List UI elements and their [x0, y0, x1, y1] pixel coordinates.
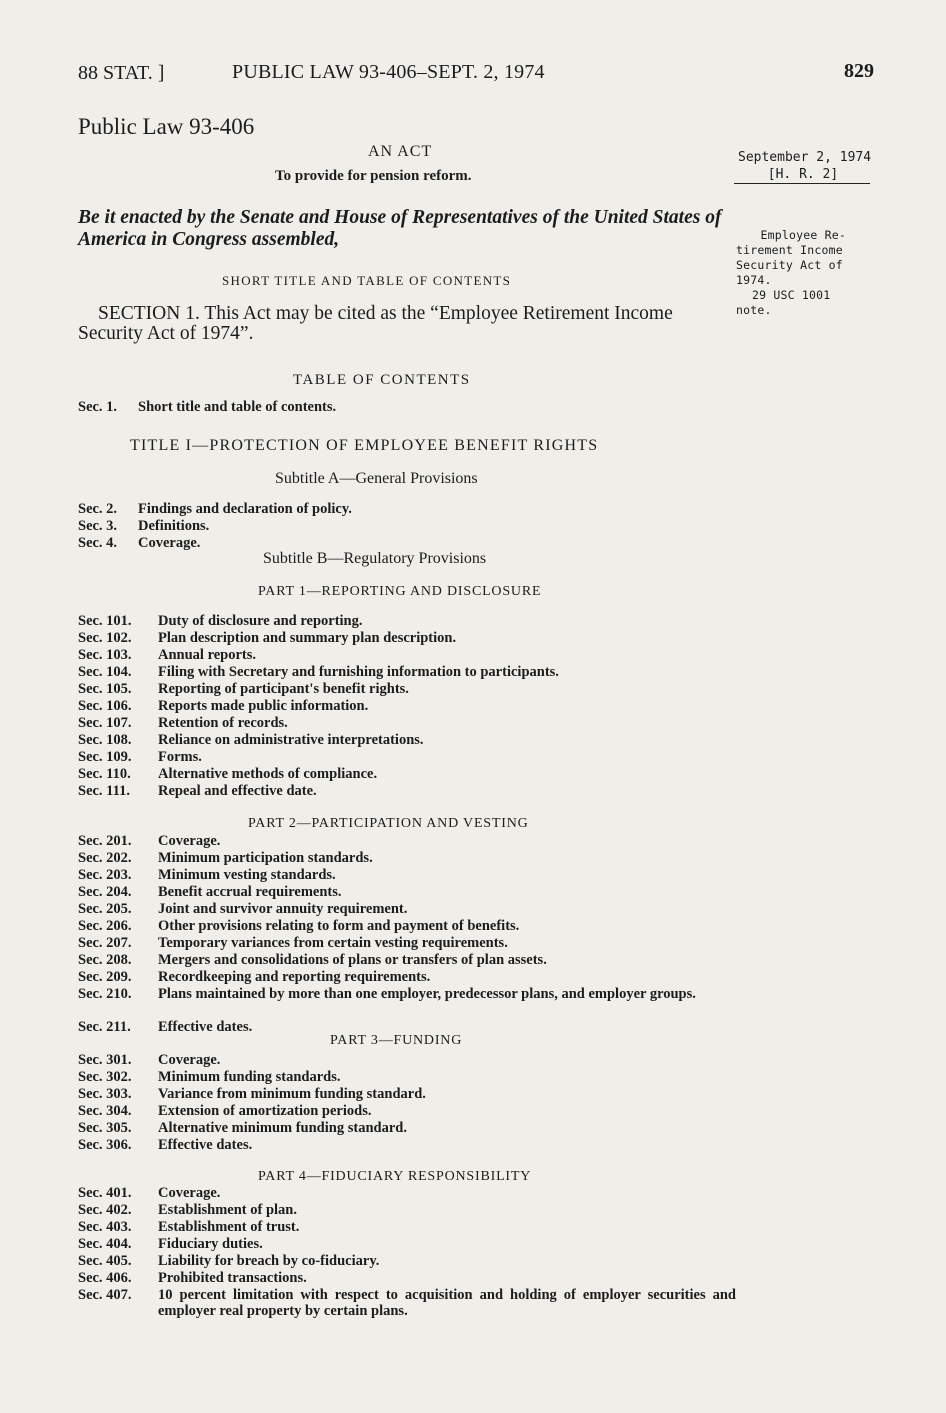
part-1-heading: PART 1—REPORTING AND DISCLOSURE [258, 584, 542, 599]
sidebar-note-line: 1974. [736, 273, 772, 287]
toc-entry-text: Reporting of participant's benefit rights. [158, 681, 409, 697]
stat-reference: 88 STAT. ] [78, 62, 165, 84]
toc-entry-text: Retention of records. [158, 715, 288, 731]
toc-entry-number: Sec. 406. [78, 1270, 132, 1286]
toc-entry-number: Sec. 204. [78, 884, 132, 900]
toc-entry-number: Sec. 2. [78, 501, 118, 517]
sidebar-date-block [738, 149, 872, 183]
toc-entry-text: Establishment of plan. [158, 1202, 297, 1218]
toc-entry-text: Coverage. [158, 833, 221, 849]
sidebar-note-line: Employee Re- [760, 228, 846, 242]
toc-entry [78, 1103, 738, 1119]
toc-entry [78, 833, 738, 849]
sidebar-note-line: Security Act of [736, 258, 843, 272]
toc-entry-text: Coverage. [138, 535, 201, 551]
toc-entry-number: Sec. 301. [78, 1052, 132, 1068]
toc-entry [78, 681, 738, 697]
toc-entry-text: Fiduciary duties. [158, 1236, 263, 1252]
toc-entry [78, 1219, 738, 1235]
toc-entry-text: Mergers and consolidations of plans or transfers of plan assets. [158, 952, 547, 968]
toc-entry-text: Plan description and summary plan description. [158, 630, 457, 646]
toc-entry-number: Sec. 402. [78, 1202, 132, 1218]
toc-entry [78, 647, 738, 663]
toc-entry-number: Sec. 404. [78, 1236, 132, 1252]
toc-entry-text: Forms. [158, 749, 202, 765]
toc-entry-text: Effective dates. [158, 1137, 253, 1153]
toc-entry-number: Sec. 206. [78, 918, 132, 934]
toc-entry [78, 986, 738, 1002]
toc-entry [78, 664, 738, 680]
toc-entry-text: Reliance on administrative interpretations. [158, 732, 424, 748]
toc-entry [78, 1120, 738, 1136]
sidebar-note [736, 228, 856, 318]
toc-entry-text: Benefit accrual requirements. [158, 884, 342, 900]
toc-entry [78, 783, 738, 799]
toc-entry [78, 749, 738, 765]
toc-entry-text: Minimum funding standards. [158, 1069, 341, 1085]
toc-entry [78, 1137, 738, 1153]
toc-entry-text: Definitions. [138, 518, 210, 534]
toc-entry-text: Findings and declaration of policy. [138, 501, 352, 517]
an-act-heading: AN ACT [368, 143, 433, 160]
toc-entry [78, 952, 738, 968]
toc-entry [78, 732, 738, 748]
toc-entry-number: Sec. 207. [78, 935, 132, 951]
toc-entry [78, 1052, 738, 1068]
toc-entry-number: Sec. 211. [78, 1019, 131, 1035]
toc-entry-number: Sec. 306. [78, 1137, 132, 1153]
toc-entry [78, 867, 738, 883]
section-1-text: SECTION 1. This Act may be cited as the “Employee Retirement Income Security Act of 1974”. [78, 303, 673, 344]
toc-entry-text: Reports made public information. [158, 698, 369, 714]
subtitle-b-heading: Subtitle B—Regulatory Provisions [263, 550, 487, 567]
toc-entry-number: Sec. 110. [78, 766, 131, 782]
toc-entry-number: Sec. 107. [78, 715, 132, 731]
toc-entry-text: Liability for breach by co-fiduciary. [158, 1253, 380, 1269]
sidebar-date: September 2, 1974 [738, 150, 872, 165]
toc-entry [78, 1202, 738, 1218]
toc-entry-number: Sec. 303. [78, 1086, 132, 1102]
toc-entry-number: Sec. 3. [78, 518, 118, 534]
toc-entry-text: 10 percent limitation with respect to acquisition and holding of employer securities and employer real property by certain plans. [158, 1287, 736, 1319]
toc-entry [78, 715, 738, 731]
toc-entry-number: Sec. 108. [78, 732, 132, 748]
toc-entry [78, 1236, 738, 1252]
toc-entry [78, 901, 738, 917]
toc-entry-number: Sec. 4. [78, 535, 118, 551]
toc-entry-number: Sec. 304. [78, 1103, 132, 1119]
toc-entry-text: Minimum participation standards. [158, 850, 373, 866]
public-law-label: Public Law 93-406 [78, 114, 255, 139]
toc-entry-text: Variance from minimum funding standard. [158, 1086, 426, 1102]
toc-entry-number: Sec. 209. [78, 969, 132, 985]
toc-entry-number: Sec. 202. [78, 850, 132, 866]
toc-entry-text: Minimum vesting standards. [158, 867, 336, 883]
toc-entry-text: Extension of amortization periods. [158, 1103, 372, 1119]
toc-entry [78, 1253, 738, 1269]
toc-entry [78, 518, 738, 534]
toc-entry [78, 501, 738, 517]
toc-entry-number: Sec. 106. [78, 698, 132, 714]
toc-entry-number: Sec. 302. [78, 1069, 132, 1085]
toc-entry-number: Sec. 203. [78, 867, 132, 883]
toc-entry [78, 969, 738, 985]
toc-entry-number: Sec. 111. [78, 783, 130, 799]
toc-heading: TABLE OF CONTENTS [293, 372, 471, 388]
toc-entry-text: Alternative minimum funding standard. [158, 1120, 407, 1136]
toc-entry-number: Sec. 305. [78, 1120, 132, 1136]
toc-entry-number: Sec. 210. [78, 986, 132, 1002]
toc-entry [78, 850, 738, 866]
subtitle-a-heading: Subtitle A—General Provisions [275, 470, 478, 487]
toc-entry-text: Filing with Secretary and furnishing information to participants. [158, 664, 559, 680]
toc-entry-number: Sec. 401. [78, 1185, 132, 1201]
toc-entry-number: Sec. 102. [78, 630, 132, 646]
toc-entry-text: Temporary variances from certain vesting requirements. [158, 935, 508, 951]
toc-entry-number: Sec. 1. [78, 399, 118, 415]
toc-entry-text: Other provisions relating to form and payment of benefits. [158, 918, 520, 934]
toc-entry-number: Sec. 205. [78, 901, 132, 917]
toc-entry [78, 766, 738, 782]
toc-entry-number: Sec. 101. [78, 613, 132, 629]
toc-entry-text: Short title and table of contents. [138, 399, 337, 415]
toc-entry-text: Effective dates. [158, 1019, 253, 1035]
toc-entry-text: Plans maintained by more than one employer, predecessor plans, and employer groups. [158, 986, 696, 1002]
sidebar-rule [734, 183, 870, 184]
toc-entry-number: Sec. 405. [78, 1253, 132, 1269]
short-title-heading: SHORT TITLE AND TABLE OF CONTENTS [222, 273, 512, 288]
toc-entry-number: Sec. 109. [78, 749, 132, 765]
toc-entry-text: Duty of disclosure and reporting. [158, 613, 363, 629]
part-4-heading: PART 4—FIDUCIARY RESPONSIBILITY [258, 1169, 532, 1184]
part-2-heading: PART 2—PARTICIPATION AND VESTING [248, 816, 529, 831]
toc-entry [78, 918, 738, 934]
toc-entry [78, 613, 738, 629]
toc-entry [78, 1069, 738, 1085]
toc-entry-number: Sec. 208. [78, 952, 132, 968]
toc-entry [78, 630, 738, 646]
toc-entry-text: Repeal and effective date. [158, 783, 317, 799]
toc-entry-number: Sec. 407. [78, 1287, 132, 1303]
toc-entry-text: Coverage. [158, 1052, 221, 1068]
part-3-heading: PART 3—FUNDING [330, 1033, 463, 1048]
toc-entry-text: Recordkeeping and reporting requirements. [158, 969, 431, 985]
toc-entry-number: Sec. 103. [78, 647, 132, 663]
toc-entry-text: Alternative methods of compliance. [158, 766, 378, 782]
toc-entry-number: Sec. 105. [78, 681, 132, 697]
running-header: PUBLIC LAW 93-406–SEPT. 2, 1974 [232, 61, 545, 83]
toc-entry-number: Sec. 201. [78, 833, 132, 849]
toc-entry-text: Prohibited transactions. [158, 1270, 307, 1286]
toc-entry [78, 399, 738, 415]
sidebar-note-line: tirement Income [736, 243, 843, 257]
toc-entry [78, 1270, 738, 1286]
toc-entry-text: Joint and survivor annuity requirement. [158, 901, 408, 917]
toc-entry [78, 1185, 738, 1201]
toc-entry [78, 535, 738, 551]
title-1-heading: TITLE I—PROTECTION OF EMPLOYEE BENEFIT RIGHTS [130, 437, 599, 454]
toc-entry-text: Establishment of trust. [158, 1219, 300, 1235]
toc-entry [78, 935, 738, 951]
toc-entry-number: Sec. 104. [78, 664, 132, 680]
toc-entry-number: Sec. 403. [78, 1219, 132, 1235]
toc-entry [78, 698, 738, 714]
page-number: 829 [844, 60, 874, 82]
toc-entry-text: Coverage. [158, 1185, 221, 1201]
sidebar-bill: [H. R. 2] [767, 167, 839, 182]
toc-entry [78, 1086, 738, 1102]
act-purpose: To provide for pension reform. [275, 168, 472, 184]
toc-entry [78, 1287, 738, 1319]
enacting-clause: Be it enacted by the Senate and House of Representatives of the United States of America in Congress assembled, [78, 207, 722, 250]
sidebar-note-line: 29 USC 1001 [752, 288, 831, 302]
toc-entry-text: Annual reports. [158, 647, 257, 663]
toc-entry [78, 884, 738, 900]
sidebar-note-line: note. [736, 303, 772, 317]
